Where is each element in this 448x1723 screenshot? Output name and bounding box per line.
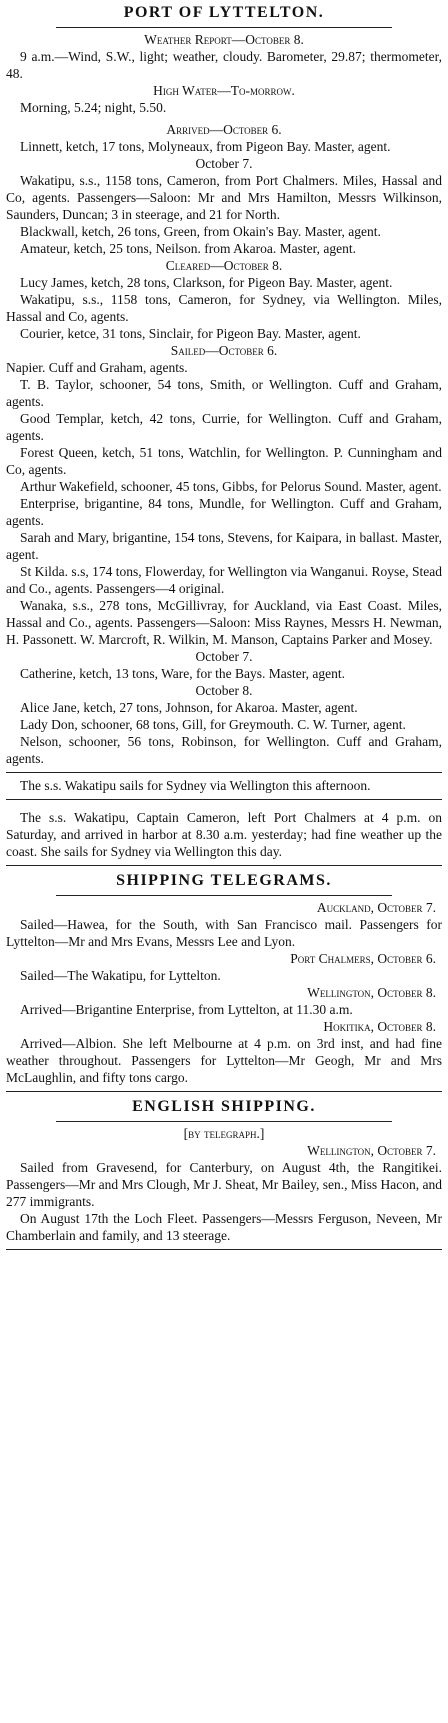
sailed-entry: Nelson, schooner, 56 tons, Robinson, for Wellington. Cuff and Graham, agents. bbox=[6, 734, 442, 766]
cleared-entry: Courier, ketce, 31 tons, Sinclair, for Pigeon Bay. Master, agent. bbox=[20, 326, 361, 341]
telegram-entry: Arrived—Brigantine Enterprise, from Lyttelton, at 11.30 a.m. bbox=[20, 1002, 353, 1017]
sailed-entry: T. B. Taylor, schooner, 54 tons, Smith, or Wellington. Cuff and Graham, agents. bbox=[6, 377, 442, 409]
arrived-entry: Wakatipu, s.s., 1158 tons, Cameron, from Port Chalmers. Miles, Hassal and Co, agents. Passengers—Saloon: Mr and Mrs Hamilton, Messrs Wilkinson, Saunders, Duncan; 3 in steerage, and 21 for North. bbox=[6, 173, 442, 222]
sailed-entry: Enterprise, brigantine, 84 tons, Mundle, for Wellington. Cuff and Graham, agents. bbox=[6, 496, 442, 528]
weather-text: 9 a.m.—Wind, S.W., light; weather, cloudy. Barometer, 29.87; thermometer, 48. bbox=[6, 49, 442, 81]
water-text: Morning, 5.24; night, 5.50. bbox=[20, 100, 167, 115]
sailed-entry: St Kilda. s.s, 174 tons, Flowerday, for Wellington via Wanganui. Royse, Stead and Co., agents. Passengers—4 original. bbox=[6, 564, 442, 596]
notice-paragraph: The s.s. Wakatipu, Captain Cameron, left Port Chalmers at 4 p.m. on Saturday, and arrived in harbor at 8.30 a.m. yesterday; had fine weather up the coast. She sails for Sydney via Wellington this day. bbox=[6, 810, 442, 859]
sailed-entry: Sarah and Mary, brigantine, 154 tons, Stevens, for Kaipara, in ballast. Master, agent. bbox=[6, 530, 442, 562]
divider bbox=[56, 895, 392, 896]
sailed-entry: Arthur Wakefield, schooner, 45 tons, Gibbs, for Pelorus Sound. Master, agent. bbox=[20, 479, 442, 494]
by-telegraph-label: [by telegraph.] bbox=[183, 1126, 265, 1141]
date-subheading: October 7. bbox=[195, 156, 253, 171]
dateline: Hokitika, October 8. bbox=[323, 1019, 436, 1034]
date-subheading: October 7. bbox=[195, 649, 253, 664]
arrived-entry: Blackwall, ketch, 26 tons, Green, from Okain's Bay. Master, agent. bbox=[20, 224, 381, 239]
section-title-english: ENGLISH SHIPPING. bbox=[132, 1098, 316, 1115]
divider bbox=[6, 772, 442, 773]
sailed-heading: Sailed—October 6. bbox=[170, 343, 278, 358]
sailed-entry: Napier. Cuff and Graham, agents. bbox=[6, 360, 188, 375]
divider bbox=[6, 1091, 442, 1092]
dateline: Wellington, October 7. bbox=[307, 1143, 436, 1158]
divider bbox=[56, 27, 392, 28]
cleared-entry: Wakatipu, s.s., 1158 tons, Cameron, for Sydney, via Wellington. Miles, Hassal and Co, agents. bbox=[6, 292, 442, 324]
divider bbox=[6, 1249, 442, 1250]
cleared-heading: Cleared—October 8. bbox=[165, 258, 283, 273]
telegram-entry: Sailed—The Wakatipu, for Lyttelton. bbox=[20, 968, 221, 983]
english-entry: Sailed from Gravesend, for Canterbury, on August 4th, the Rangitikei. Passengers—Mr and Mrs Clough, Mr J. Sheat, Mr Bailey, sen., Miss Hacon, and 277 immigrants. bbox=[6, 1160, 442, 1209]
water-heading: High Water—To-morrow. bbox=[153, 83, 295, 98]
sailed-entry: Catherine, ketch, 13 tons, Ware, for the Bays. Master, agent. bbox=[20, 666, 346, 681]
sailed-entry: Alice Jane, ketch, 27 tons, Johnson, for Akaroa. Master, agent. bbox=[20, 700, 358, 715]
weather-heading: Weather Report—October 8. bbox=[144, 32, 304, 47]
telegram-entry: Arrived—Albion. She left Melbourne at 4 p.m. on 3rd inst, and had fine weather throughout. Passengers for Lyttelton—Mr Geogh, Mr and Mrs McLaughlin, and fifty tons cargo. bbox=[6, 1036, 442, 1085]
dateline: Port Chalmers, October 6. bbox=[290, 951, 436, 966]
sailed-entry: Lady Don, schooner, 68 tons, Gill, for Greymouth. C. W. Turner, agent. bbox=[20, 717, 406, 732]
cleared-entry: Lucy James, ketch, 28 tons, Clarkson, for Pigeon Bay. Master, agent. bbox=[20, 275, 393, 290]
sailed-entry: Wanaka, s.s., 278 tons, McGillivray, for Auckland, via East Coast. Miles, Hassal and Co., agents. Passengers—Saloon: Miss Raynes, Messrs H. Newman, H. Passonett. W. Marcroft, R. Wilkin, M. Manson, Captains Parker and Mosey. bbox=[6, 598, 442, 647]
divider bbox=[6, 865, 442, 866]
arrived-entry: Linnett, ketch, 17 tons, Molyneaux, from Pigeon Bay. Master, agent. bbox=[20, 139, 391, 154]
arrived-heading: Arrived—October 6. bbox=[166, 122, 282, 137]
dateline: Wellington, October 8. bbox=[307, 985, 436, 1000]
english-entry: On August 17th the Loch Fleet. Passengers—Messrs Ferguson, Neveen, Mr Chamberlain and family, and 13 steerage. bbox=[6, 1211, 442, 1243]
divider bbox=[6, 799, 442, 800]
arrived-entry: Amateur, ketch, 25 tons, Neilson. from Akaroa. Master, agent. bbox=[20, 241, 356, 256]
date-subheading: October 8. bbox=[195, 683, 253, 698]
sailed-entry: Good Templar, ketch, 42 tons, Currie, for Wellington. Cuff and Graham, agents. bbox=[6, 411, 442, 443]
notice-paragraph: The s.s. Wakatipu sails for Sydney via Wellington this afternoon. bbox=[20, 778, 371, 793]
section-title-telegrams: SHIPPING TELEGRAMS. bbox=[116, 872, 332, 889]
dateline: Auckland, October 7. bbox=[316, 900, 436, 915]
divider bbox=[56, 1121, 392, 1122]
telegram-entry: Sailed—Hawea, for the South, with San Francisco mail. Passengers for Lyttelton—Mr and Mrs Evans, Messrs Lee and Lyon. bbox=[6, 917, 442, 949]
section-title-port: PORT OF LYTTELTON. bbox=[123, 4, 325, 21]
sailed-entry: Forest Queen, ketch, 51 tons, Watchlin, for Wellington. P. Cunningham and Co, agents. bbox=[6, 445, 442, 477]
